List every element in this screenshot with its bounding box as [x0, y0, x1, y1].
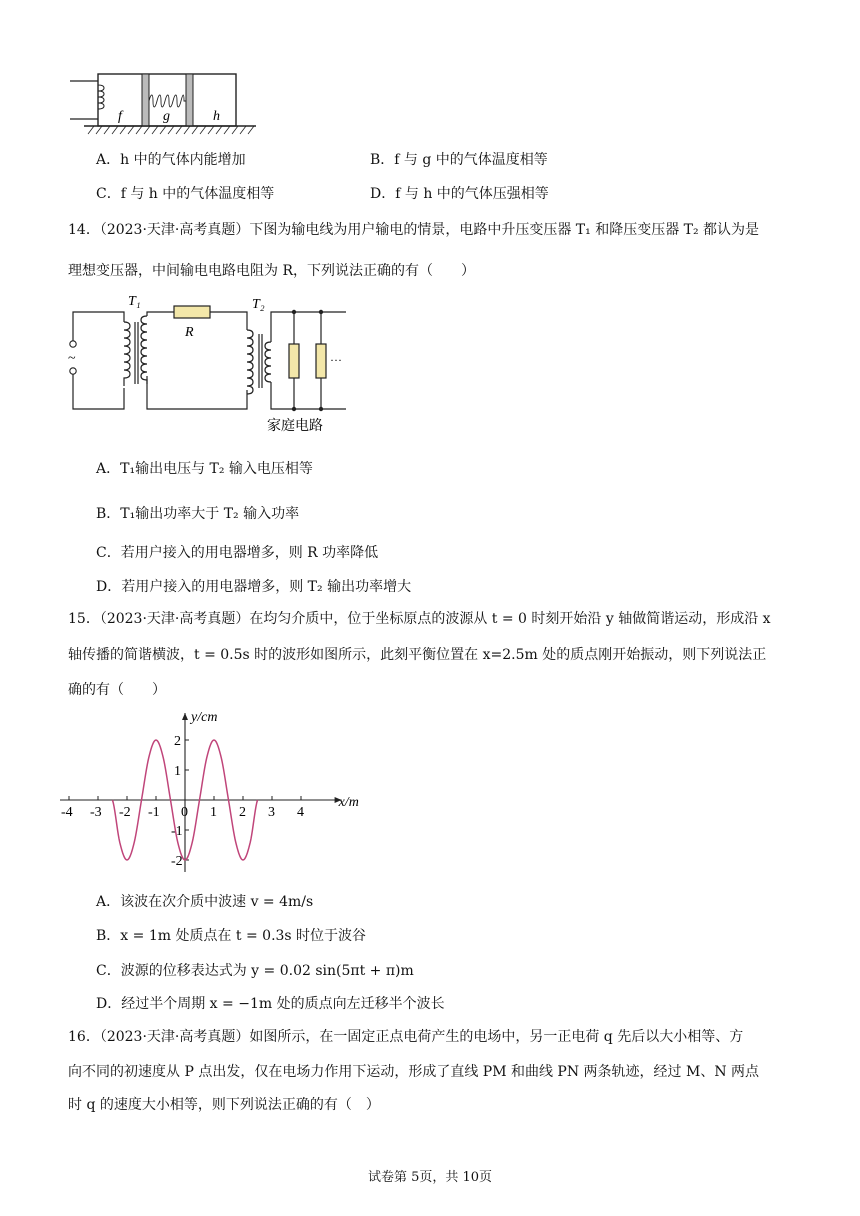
y-tick-label: -1 — [171, 824, 183, 839]
option-key: A． — [96, 461, 121, 477]
q15-option-d — [96, 993, 445, 1013]
q16-stem-line3: 时 q 的速度大小相等，则下列说法正确的有（ ） — [68, 1097, 380, 1113]
x-tick-label: 4 — [297, 805, 304, 820]
q14-option-c — [96, 542, 378, 562]
y-axis-arrow — [182, 713, 188, 720]
x-tick-label: 0 — [181, 805, 188, 820]
option-key: D． — [96, 579, 122, 595]
q16-stem-line2: 向不同的初速度从 P 点出发，仅在电场力作用下运动，形成了直线 PM 和曲线 PN 两条轨迹，经过 M、N 两点 — [68, 1064, 760, 1080]
q14-stem-line2: 理想变压器，中间输电电路电阻为 R，下列说法正确的有（ ） — [68, 263, 475, 279]
q13-option-d — [370, 183, 549, 203]
q15-option-b — [96, 925, 366, 945]
y-tick-label: 2 — [174, 734, 181, 749]
x-tick-label: 1 — [210, 805, 217, 820]
option-text: T₁输出电压与 T₂ 输入电压相等 — [120, 461, 313, 477]
q13-option-b — [370, 149, 548, 169]
label-h: h — [213, 109, 220, 124]
label-t2: T₂ — [252, 297, 265, 312]
q15-stem-line1: 15．（2023·天津·高考真题）在均匀介质中，位于坐标原点的波源从 t = 0 时刻开始沿 y 轴做简谐运动，形成沿 x — [68, 611, 771, 627]
page-footer: 试卷第 5页，共 10页 — [367, 1170, 493, 1185]
x-tick-label: -1 — [148, 805, 160, 820]
option-text: 波源的位移表达式为 y = 0.02 sin(5πt + π)m — [120, 963, 414, 979]
option-text: 若用户接入的用电器增多，则 R 功率降低 — [120, 545, 379, 561]
option-key: A． — [96, 894, 121, 910]
option-key: B． — [96, 928, 121, 944]
label-g: g — [163, 109, 170, 124]
x-tick-label: -3 — [90, 805, 102, 820]
x-tick-label: -2 — [119, 805, 131, 820]
x-axis-label: x/m — [338, 795, 359, 810]
y-tick-label: 1 — [174, 764, 181, 779]
x-tick-label: -4 — [61, 805, 73, 820]
label-t1: T₁ — [128, 294, 141, 309]
option-key: C． — [96, 186, 121, 202]
option-key: B． — [96, 506, 121, 522]
option-key: C． — [96, 963, 121, 979]
q13-option-a — [96, 149, 246, 169]
q16-stem-line1: 16．（2023·天津·高考真题）如图所示，在一固定正点电荷产生的电场中，另一正电荷 q 先后以大小相等、方 — [68, 1029, 744, 1045]
option-text: f 与 g 中的气体温度相等 — [394, 152, 548, 168]
q14-circuit-figure — [62, 292, 362, 437]
q15-option-a — [96, 891, 313, 911]
x-tick-label: 3 — [268, 805, 275, 820]
option-text: x = 1m 处质点在 t = 0.3s 时位于波谷 — [120, 928, 367, 944]
option-text: f 与 h 中的气体温度相等 — [120, 186, 275, 202]
option-text: f 与 h 中的气体压强相等 — [395, 186, 549, 202]
option-text: h 中的气体内能增加 — [120, 152, 246, 168]
more-loads-dots: ··· — [330, 353, 342, 367]
label-f: f — [118, 109, 122, 124]
option-text: 该波在次介质中波速 v = 4m/s — [120, 894, 314, 910]
option-key: B． — [370, 152, 395, 168]
q14-option-a — [96, 458, 313, 478]
q14-option-b — [96, 503, 299, 523]
q13-option-c — [96, 183, 274, 203]
x-tick-label: 2 — [239, 805, 246, 820]
option-text: 若用户接入的用电器增多，则 T₂ 输出功率增大 — [121, 579, 412, 595]
q15-option-c — [96, 960, 414, 980]
y-axis-label: y/cm — [191, 710, 218, 725]
q13-cylinder-figure — [68, 68, 268, 138]
option-key: D． — [96, 996, 122, 1012]
option-text: 经过半个周期 x = −1m 处的质点向左迁移半个波长 — [121, 996, 445, 1012]
option-key: D． — [370, 186, 396, 202]
household-circuit-caption: 家庭电路 — [267, 418, 323, 434]
q15-wave-chart — [60, 702, 370, 872]
q15-stem-line2: 轴传播的简谐横波，t = 0.5s 时的波形如图所示，此刻平衡位置在 x=2.5m 处的质点刚开始振动，则下列说法正 — [68, 647, 767, 663]
option-key: A． — [96, 152, 121, 168]
q14-option-d — [96, 576, 411, 596]
y-tick-label: -2 — [171, 854, 183, 869]
option-key: C． — [96, 545, 121, 561]
option-text: T₁输出功率大于 T₂ 输入功率 — [120, 506, 300, 522]
label-r: R — [185, 325, 194, 340]
ac-symbol: ~ — [68, 351, 76, 366]
q14-stem-line1: 14．（2023·天津·高考真题）下图为输电线为用户输电的情景，电路中升压变压器 T₁ 和降压变压器 T₂ 都认为是 — [68, 222, 760, 238]
q15-stem-line3: 确的有（ ） — [68, 682, 166, 698]
